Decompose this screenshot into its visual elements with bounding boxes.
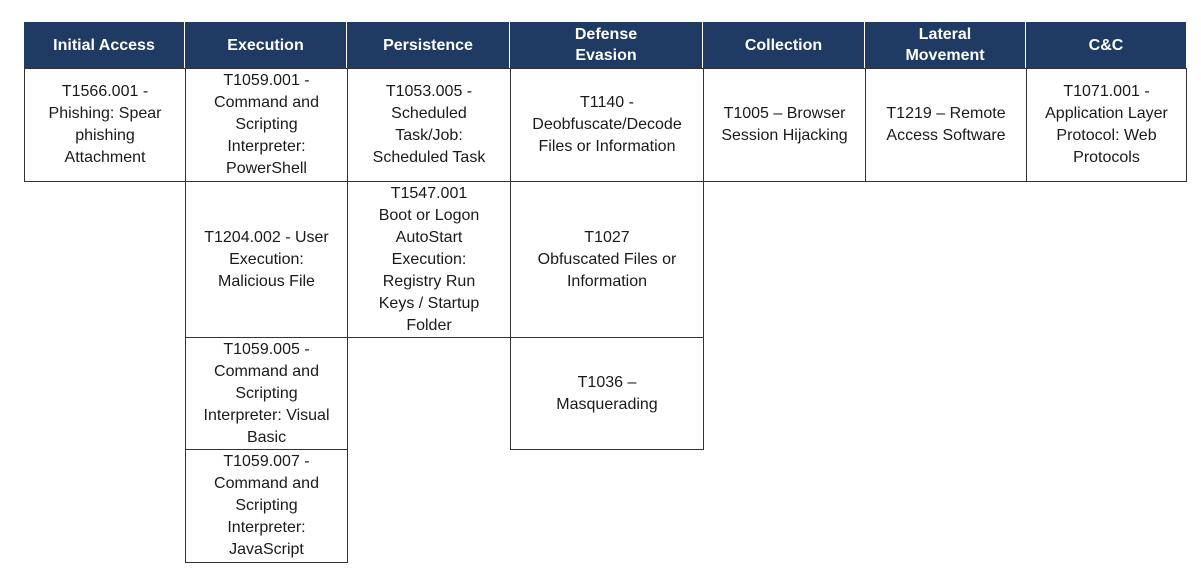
technique-cell-collection-1	[703, 68, 866, 182]
header-execution-label: Execution	[227, 36, 304, 54]
technique-label: T1053.005 - Scheduled Task/Job: Scheduled Task	[372, 83, 486, 166]
header-collection-label: Collection	[744, 36, 823, 54]
header-persistence-label: Persistence	[383, 36, 473, 54]
technique-cell-initial-access-1	[24, 68, 186, 182]
header-initial-access	[24, 22, 185, 68]
technique-label: T1027 Obfuscated Files or Information	[537, 228, 677, 290]
technique-cell-execution-2	[185, 181, 348, 338]
technique-label: T1204.002 - User Execution: Malicious File	[204, 228, 329, 290]
technique-label: T1005 – Browser Session Hijacking	[721, 105, 848, 144]
header-collection	[703, 22, 865, 68]
technique-cell-cnc-1	[1026, 68, 1187, 182]
technique-cell-persistence-1	[347, 68, 511, 182]
technique-cell-defense-evasion-1	[510, 68, 704, 182]
header-execution	[185, 22, 347, 68]
technique-label: T1059.001 - Command and Scripting Interpreter: PowerShell	[214, 72, 319, 177]
technique-label: T1059.007 - Command and Scripting Interpreter: JavaScript	[214, 453, 319, 558]
technique-label: T1036 – Masquerading	[556, 373, 658, 413]
technique-cell-execution-3	[185, 337, 348, 450]
technique-label: T1566.001 - Phishing: Spear phishing Attachment	[48, 83, 162, 166]
header-defense-evasion-label: Defense Evasion	[574, 26, 638, 64]
technique-label: T1547.001 Boot or Logon AutoStart Execution: Registry Run Keys / Startup Folder	[378, 184, 480, 334]
header-cnc	[1026, 22, 1186, 68]
header-lateral-movement	[865, 22, 1026, 68]
technique-cell-execution-1	[185, 68, 348, 182]
technique-label: T1140 - Deobfuscate/Decode Files or Information	[532, 94, 682, 155]
technique-cell-defense-evasion-2	[510, 181, 704, 338]
technique-label: T1059.005 - Command and Scripting Interpreter: Visual Basic	[203, 340, 330, 446]
header-defense-evasion	[510, 22, 703, 68]
technique-cell-defense-evasion-3	[510, 337, 704, 450]
technique-label: T1071.001 - Application Layer Protocol: Web Protocols	[1045, 83, 1168, 166]
technique-label: T1219 – Remote Access Software	[886, 105, 1006, 144]
technique-cell-execution-4	[185, 449, 348, 563]
header-initial-access-label: Initial Access	[53, 36, 155, 54]
technique-cell-persistence-2	[347, 181, 511, 338]
header-cnc-label: C&C	[1088, 36, 1124, 54]
header-persistence	[347, 22, 510, 68]
header-lateral-movement-label: Lateral Movement	[905, 26, 985, 64]
technique-cell-lateral-movement-1	[865, 68, 1027, 182]
